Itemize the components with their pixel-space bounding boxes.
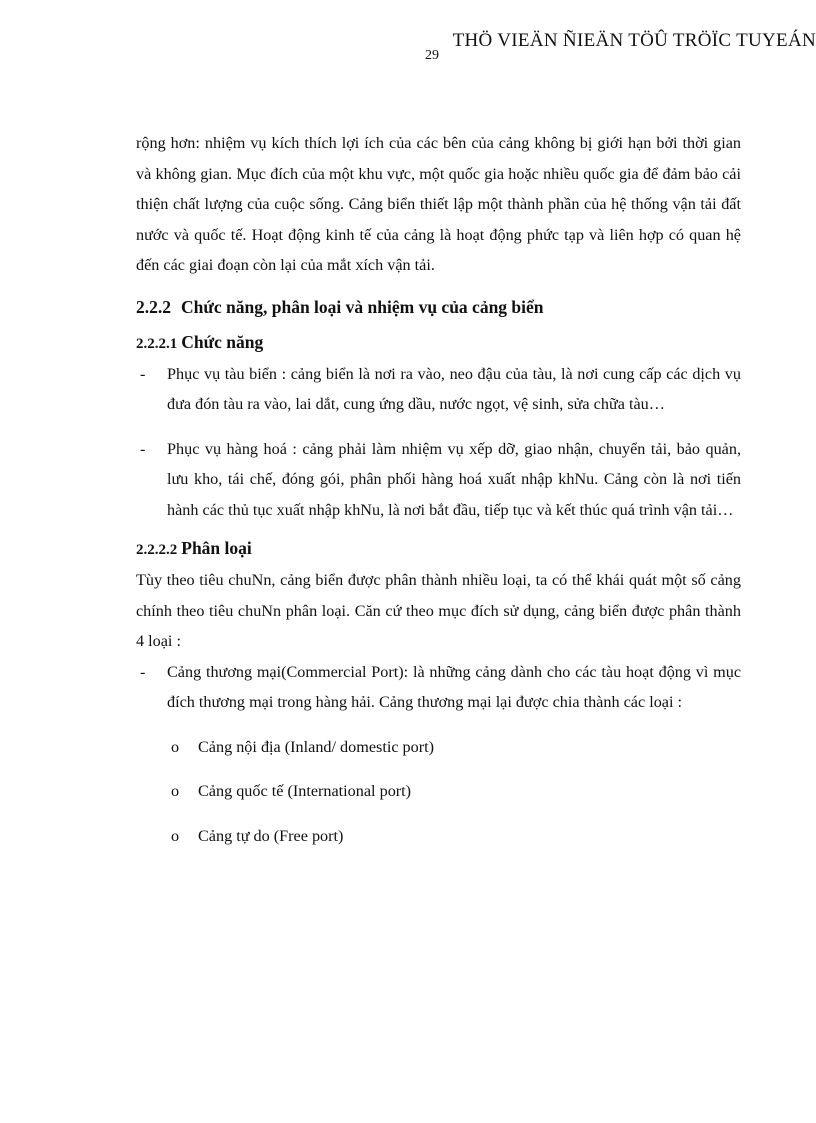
dash-bullet: - [140, 439, 146, 458]
sub-list-item [167, 776, 741, 807]
subsection-number: 2.2.2.2 [136, 542, 178, 558]
sub-list-item-text: Cảng nội địa (Inland/ domestic port) [198, 737, 435, 756]
classification-intro: Tùy theo tiêu chuNn, cảng biển được phân thành nhiều loại, ta có thể khái quát một số cảng chính theo tiêu chuNn phân loại. Căn cứ theo mục đích sử dụng, cảng biển được phân thành 4 loại : [136, 571, 741, 650]
port-types-list [136, 657, 741, 852]
list-item-text: Phục vụ hàng hoá : cảng phải làm nhiệm vụ xếp dỡ, giao nhận, chuyển tải, bảo quản, lưu kho, tái chế, đóng gói, phân phối hàng hoá xuất nhập khNu. Cảng còn là nơi tiến hành các thủ tục xuất nhập khNu, là nơi bắt đầu, tiếp tục và kết thúc quá trình vận tải… [167, 439, 741, 519]
sub-list-item-text: Cảng tự do (Free port) [198, 826, 344, 845]
list-item-text: Phục vụ tàu biển : cảng biển là nơi ra vào, neo đậu của tàu, là nơi cung cấp các dịch vụ đưa đón tàu ra vào, lai dắt, cung ứng dầu, nước ngọt, vệ sinh, sửa chữa tàu… [167, 364, 741, 413]
running-header-title: THÖ VIEÄN ÑIEÄN TÖÛ TRÖÏC TUYEÁN [452, 30, 816, 51]
subsection-heading-functions [136, 327, 741, 359]
list-item [136, 657, 741, 852]
functions-list [136, 359, 741, 526]
list-item [136, 434, 741, 526]
sub-list-item [167, 732, 741, 763]
circle-bullet: o [171, 826, 180, 845]
sub-list-item-text: Cảng quốc tế (International port) [198, 782, 412, 800]
list-item-text: Cảng thương mại(Commercial Port): là những cảng dành cho các tàu hoạt động vì mục đích thương mại trong hàng hải. Cảng thương mại lại được chia thành các loại : [167, 662, 741, 711]
sub-list-item [167, 821, 741, 852]
list-item [136, 359, 741, 420]
circle-bullet: o [171, 782, 180, 800]
circle-bullet: o [171, 737, 180, 756]
subsection-title: Phân loại [181, 538, 252, 558]
dash-bullet: - [140, 364, 146, 383]
commercial-port-sublist [167, 732, 741, 852]
subsection-heading-classification [136, 533, 741, 565]
page-number: 29 [425, 48, 439, 63]
intro-paragraph: rộng hơn: nhiệm vụ kích thích lợi ích của các bên của cảng không bị giới hạn bởi thời gian và không gian. Mục đích của một khu vực, một quốc gia hoặc nhiều quốc gia để đảm bảo cải thiện chất lượng của cuộc sống. Cảng biển thiết lập một thành phần của hệ thống vận tải đất nước và quốc tế. Hoạt động kinh tế của cảng là hoạt động phức tạp và liên hợp có quan hệ đến các giai đoạn còn lại của mắt xích vận tải. [136, 134, 741, 274]
section-title: Chức năng, phân loại và nhiệm vụ của cảng biển [181, 296, 544, 317]
dash-bullet: - [140, 662, 146, 681]
subsection-number: 2.2.2.1 [136, 335, 178, 352]
section-number: 2.2.2 [136, 296, 171, 317]
section-heading [136, 289, 741, 325]
page-body [136, 128, 741, 851]
subsection-title: Chức năng [181, 331, 264, 352]
